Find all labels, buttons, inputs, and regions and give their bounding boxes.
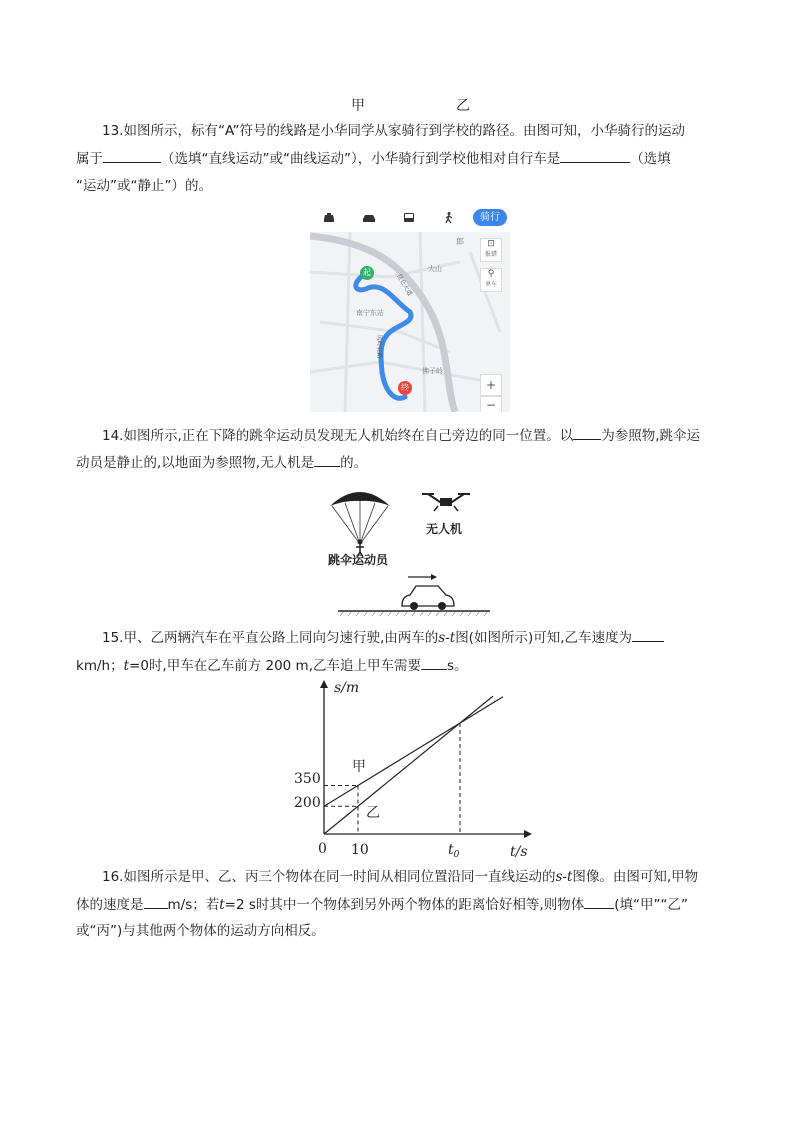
bus-icon[interactable] bbox=[402, 212, 416, 224]
q16-line3: 或“丙”)与其他两个物体的运动方向相反。 bbox=[76, 923, 325, 939]
x-tick-t0-sub: 0 bbox=[453, 850, 460, 860]
q15-text-e: s。 bbox=[447, 658, 468, 674]
q13-text-c: （选填 bbox=[630, 151, 671, 167]
q14-line2 bbox=[76, 452, 367, 473]
q16-st: s-t bbox=[555, 869, 573, 885]
q14-blank-1[interactable] bbox=[573, 425, 601, 440]
y-axis-arrow bbox=[320, 680, 328, 688]
q16-line1 bbox=[102, 867, 698, 887]
q16-blank-2[interactable] bbox=[584, 894, 614, 909]
bike-label: 单车 bbox=[484, 281, 497, 288]
x-tick-t0-main: t bbox=[448, 842, 454, 858]
q13-blank-1[interactable] bbox=[103, 148, 161, 163]
series-line-yi bbox=[324, 696, 493, 834]
q15-st: s-t bbox=[438, 630, 456, 646]
series-label-jia: 甲 bbox=[352, 759, 366, 775]
q16-text-d: m/s；若 bbox=[167, 897, 220, 913]
q15-line1 bbox=[102, 627, 664, 648]
x-axis-arrow bbox=[524, 830, 532, 838]
car-icon[interactable] bbox=[362, 212, 376, 224]
x-tick-10: 10 bbox=[351, 842, 369, 858]
x-tick-t0 bbox=[448, 842, 460, 860]
route-map[interactable] bbox=[310, 232, 510, 412]
q14-text-d: 的。 bbox=[340, 455, 368, 471]
q16-text-a: 16.如图所示是甲、乙、丙三个物体在同一时间从相同位置沿同一直线运动的 bbox=[102, 869, 556, 885]
q13-text-b: （选填“直线运动”或“曲线运动”），小华骑行到学校他相对自行车是 bbox=[161, 151, 561, 167]
map-edge-text: 郎 bbox=[456, 237, 464, 246]
q16-blank-1[interactable] bbox=[144, 894, 168, 909]
q14-text-b: 为参照物,跳伞运 bbox=[601, 428, 701, 444]
x-axis-label: t/s bbox=[510, 844, 528, 860]
zoom-in-button[interactable]: + bbox=[480, 374, 502, 396]
q15-t: t bbox=[123, 658, 130, 674]
bike-button[interactable] bbox=[480, 268, 502, 292]
q14-line1 bbox=[102, 425, 700, 446]
car-figure bbox=[402, 574, 454, 610]
q14-blank-2[interactable] bbox=[314, 452, 340, 467]
q13-text-a: 属于 bbox=[76, 151, 103, 167]
q15-line2 bbox=[76, 655, 468, 676]
walk-icon[interactable] bbox=[442, 212, 456, 224]
place-station: 南宁东站 bbox=[356, 309, 384, 317]
end-marker[interactable]: 终 bbox=[398, 381, 412, 395]
start-marker[interactable]: 起 bbox=[360, 266, 374, 280]
q14-text-c: 动员是静止的,以地面为参照物,无人机是 bbox=[76, 455, 315, 471]
report-button[interactable] bbox=[480, 238, 502, 262]
q15-text-a: 15.甲、乙两辆汽车在平直公路上同向匀速行驶,由两车的 bbox=[102, 630, 439, 646]
label-parachutist: 跳伞运动员 bbox=[328, 553, 389, 567]
parachute-figure bbox=[320, 478, 500, 620]
road-label-2: 凤岭北路 bbox=[375, 334, 383, 359]
caption-jia: 甲 bbox=[351, 98, 365, 114]
q15-blank-1[interactable] bbox=[632, 627, 664, 642]
series-line-jia bbox=[324, 697, 503, 807]
place-dashan: 大山 bbox=[428, 265, 442, 273]
q13-line1: 13.如图所示，标有“A”符号的线路是小华同学从家骑行到学校的路径。由图可知，小华骑行的运动 bbox=[102, 123, 686, 139]
zoom-out-button[interactable]: − bbox=[480, 396, 502, 412]
q15-text-b: 图(如图所示)可知,乙车速度为 bbox=[455, 630, 633, 646]
q15-text-c: km/h； bbox=[76, 658, 124, 674]
q16-text-e: =2 s时其中一个物体到另外两个物体的距离恰好相等,则物体 bbox=[224, 897, 585, 913]
q15-blank-2[interactable] bbox=[421, 655, 447, 670]
taxi-icon[interactable] bbox=[322, 212, 336, 224]
q14-text-a: 14.如图所示,正在下降的跳伞运动员发现无人机始终在自己旁边的同一位置。以 bbox=[102, 428, 574, 444]
q15-text-d: =0时,甲车在乙车前方 200 m,乙车追上甲车需要 bbox=[129, 658, 421, 674]
bike-icon: ⚲ bbox=[487, 269, 495, 279]
q16-text-b: 图像。由图可知,甲物 bbox=[572, 869, 699, 885]
label-drone: 无人机 bbox=[426, 522, 463, 536]
q16-text-f: (填“甲”“乙” bbox=[614, 897, 688, 913]
q13-line2 bbox=[76, 148, 671, 169]
parachute-lines bbox=[332, 501, 388, 544]
q13-line3: “运动”或“静止”）的。 bbox=[76, 178, 212, 194]
y-axis-label: s/m bbox=[334, 680, 360, 696]
report-label: 报错 bbox=[484, 251, 497, 258]
caption-yi: 乙 bbox=[456, 98, 470, 114]
drone-icon bbox=[422, 494, 470, 511]
road-label-1: 昆仑大道 bbox=[395, 272, 414, 298]
series-label-yi: 乙 bbox=[366, 805, 380, 821]
q13-blank-2[interactable] bbox=[560, 148, 630, 163]
q16-text-c: 体的速度是 bbox=[76, 897, 144, 913]
y-tick-200: 200 bbox=[294, 795, 321, 811]
report-icon: ⊡ bbox=[487, 239, 495, 249]
st-chart bbox=[288, 676, 538, 862]
origin-label: 0 bbox=[318, 841, 327, 857]
q16-t: t bbox=[219, 897, 225, 913]
place-foziling: 佛子岭 bbox=[422, 367, 443, 375]
y-tick-350: 350 bbox=[294, 771, 321, 787]
ride-tab-button[interactable]: 骑行 bbox=[473, 209, 507, 226]
q16-line2 bbox=[76, 894, 688, 915]
